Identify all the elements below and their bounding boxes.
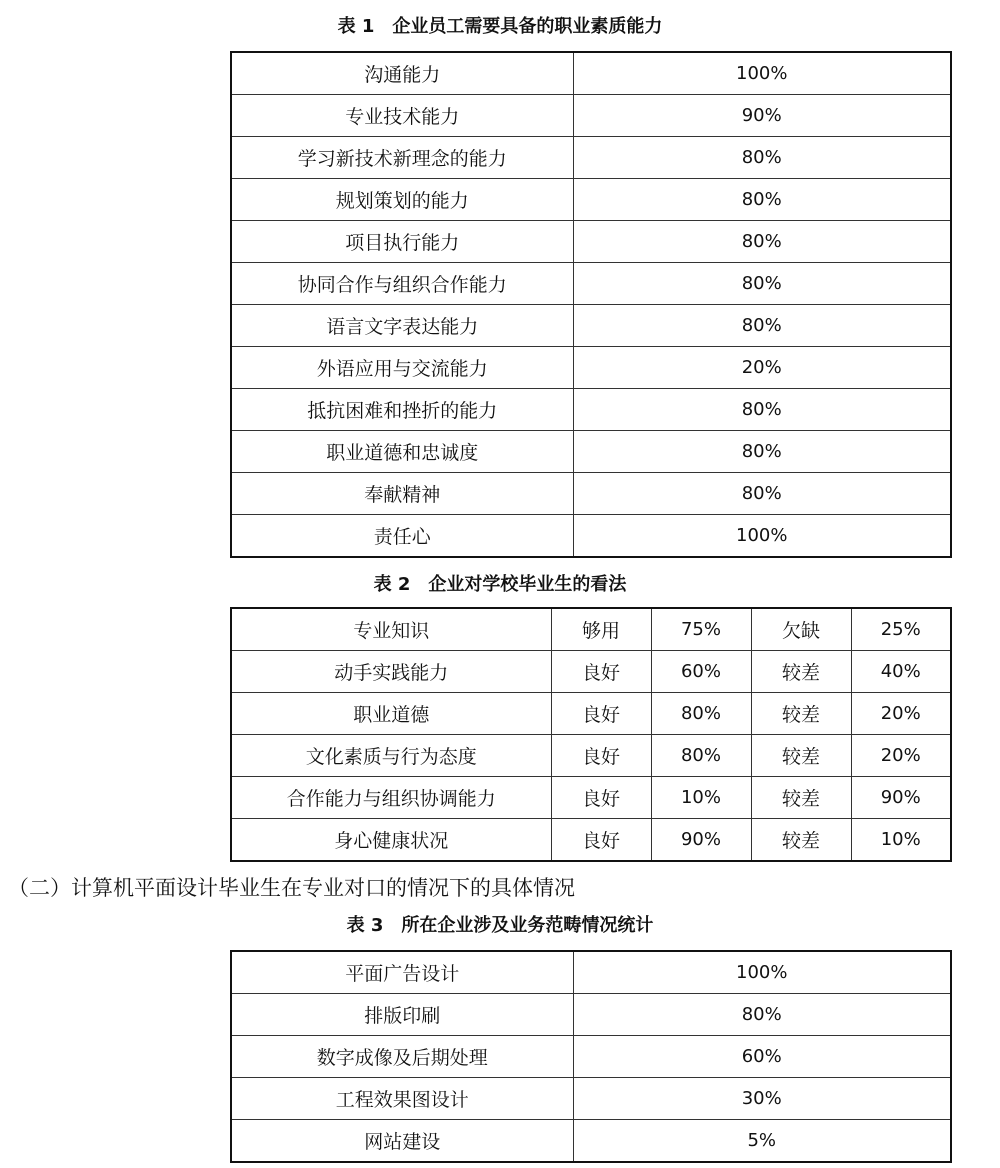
table-row	[231, 651, 951, 693]
negative-value: 40%	[851, 651, 951, 693]
business-value: 100%	[573, 951, 951, 994]
table-row	[231, 515, 951, 558]
business-label: 平面广告设计	[231, 951, 573, 994]
business-label: 工程效果图设计	[231, 1078, 573, 1120]
competency-value: 80%	[573, 431, 951, 473]
competency-value: 80%	[573, 263, 951, 305]
table-row	[231, 735, 951, 777]
aspect-label: 合作能力与组织协调能力	[231, 777, 551, 819]
aspect-label: 动手实践能力	[231, 651, 551, 693]
aspect-label: 文化素质与行为态度	[231, 735, 551, 777]
table-row	[231, 305, 951, 347]
competency-value: 80%	[573, 389, 951, 431]
table2-caption: 表 2 企业对学校毕业生的看法	[373, 574, 627, 595]
competency-value: 80%	[573, 179, 951, 221]
competency-label: 责任心	[231, 515, 573, 558]
business-value: 5%	[573, 1120, 951, 1163]
competency-label: 协同合作与组织合作能力	[231, 263, 573, 305]
aspect-label: 身心健康状况	[231, 819, 551, 862]
table-row	[231, 263, 951, 305]
competency-value: 80%	[573, 473, 951, 515]
table-row	[231, 221, 951, 263]
table-row	[231, 693, 951, 735]
competency-value: 100%	[573, 52, 951, 95]
table-row	[231, 95, 951, 137]
positive-value: 60%	[651, 651, 751, 693]
aspect-label: 职业道德	[231, 693, 551, 735]
table1-job-competencies	[230, 51, 952, 558]
positive-value: 80%	[651, 693, 751, 735]
business-value: 30%	[573, 1078, 951, 1120]
competency-value: 20%	[573, 347, 951, 389]
positive-term: 良好	[551, 651, 651, 693]
negative-term: 较差	[751, 777, 851, 819]
table-row	[231, 608, 951, 651]
positive-value: 90%	[651, 819, 751, 862]
table-row	[231, 52, 951, 95]
business-label: 网站建设	[231, 1120, 573, 1163]
business-value: 60%	[573, 1036, 951, 1078]
competency-label: 规划策划的能力	[231, 179, 573, 221]
table-row	[231, 994, 951, 1036]
negative-value: 20%	[851, 735, 951, 777]
section-heading: （二）计算机平面设计毕业生在专业对口的情况下的具体情况	[8, 876, 575, 900]
aspect-label: 专业知识	[231, 608, 551, 651]
competency-value: 80%	[573, 137, 951, 179]
competency-value: 80%	[573, 305, 951, 347]
negative-term: 较差	[751, 735, 851, 777]
business-label: 排版印刷	[231, 994, 573, 1036]
table-row	[231, 1036, 951, 1078]
positive-term: 良好	[551, 693, 651, 735]
negative-term: 较差	[751, 693, 851, 735]
table3-caption: 表 3 所在企业涉及业务范畴情况统计	[346, 915, 654, 936]
table3-business-scope	[230, 950, 952, 1163]
negative-value: 90%	[851, 777, 951, 819]
table-row	[231, 137, 951, 179]
negative-term: 较差	[751, 819, 851, 862]
negative-term: 欠缺	[751, 608, 851, 651]
table2-graduate-evaluation	[230, 607, 952, 862]
table-row	[231, 389, 951, 431]
negative-value: 25%	[851, 608, 951, 651]
positive-term: 良好	[551, 735, 651, 777]
competency-value: 80%	[573, 221, 951, 263]
table-row	[231, 1078, 951, 1120]
competency-label: 职业道德和忠诚度	[231, 431, 573, 473]
competency-label: 沟通能力	[231, 52, 573, 95]
competency-label: 项目执行能力	[231, 221, 573, 263]
competency-value: 100%	[573, 515, 951, 558]
business-label: 数字成像及后期处理	[231, 1036, 573, 1078]
positive-value: 10%	[651, 777, 751, 819]
positive-value: 75%	[651, 608, 751, 651]
competency-label: 奉献精神	[231, 473, 573, 515]
positive-term: 良好	[551, 777, 651, 819]
table-row	[231, 431, 951, 473]
business-value: 80%	[573, 994, 951, 1036]
table-row	[231, 951, 951, 994]
table1-caption: 表 1 企业员工需要具备的职业素质能力	[337, 16, 663, 37]
competency-value: 90%	[573, 95, 951, 137]
negative-value: 20%	[851, 693, 951, 735]
negative-term: 较差	[751, 651, 851, 693]
table-row	[231, 347, 951, 389]
negative-value: 10%	[851, 819, 951, 862]
competency-label: 外语应用与交流能力	[231, 347, 573, 389]
competency-label: 抵抗困难和挫折的能力	[231, 389, 573, 431]
table-row	[231, 1120, 951, 1163]
competency-label: 学习新技术新理念的能力	[231, 137, 573, 179]
competency-label: 语言文字表达能力	[231, 305, 573, 347]
positive-value: 80%	[651, 735, 751, 777]
table-row	[231, 819, 951, 862]
table-row	[231, 473, 951, 515]
positive-term: 够用	[551, 608, 651, 651]
positive-term: 良好	[551, 819, 651, 862]
table-row	[231, 179, 951, 221]
competency-label: 专业技术能力	[231, 95, 573, 137]
table-row	[231, 777, 951, 819]
